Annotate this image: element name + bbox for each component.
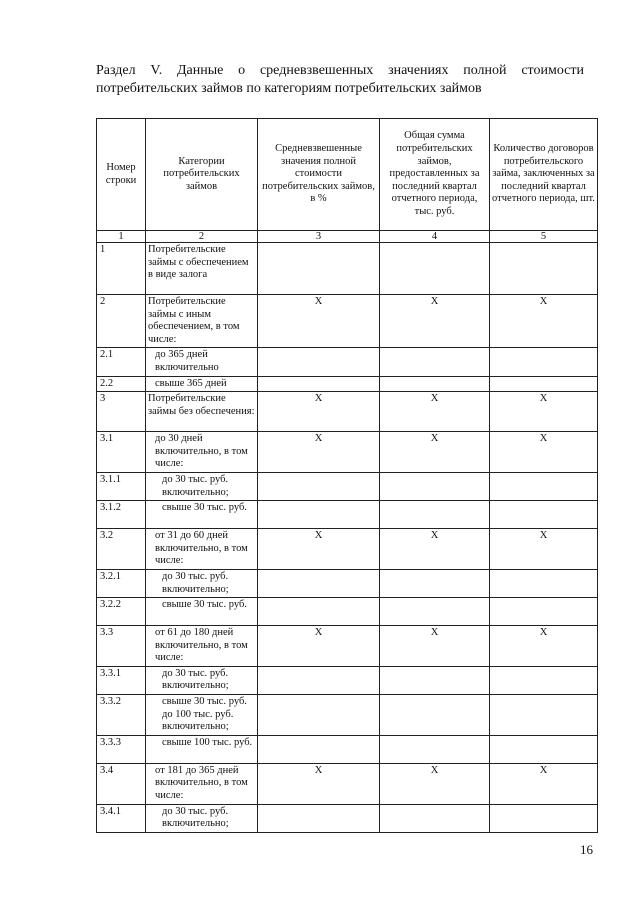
table-header-row xyxy=(97,119,598,231)
table-row xyxy=(97,569,598,597)
column-number: 5 xyxy=(490,231,598,243)
cell-value xyxy=(258,695,380,736)
row-label: свыше 100 тыс. руб. xyxy=(146,735,258,763)
row-number: 3.1.2 xyxy=(97,501,146,529)
cell-value: X xyxy=(490,626,598,667)
cell-value xyxy=(258,501,380,529)
column-number: 4 xyxy=(380,231,490,243)
cell-value xyxy=(490,735,598,763)
row-number: 3.1 xyxy=(97,432,146,473)
column-number: 1 xyxy=(97,231,146,243)
cell-value: X xyxy=(380,432,490,473)
cell-value: X xyxy=(380,392,490,432)
cell-value xyxy=(490,569,598,597)
cell-value: X xyxy=(258,295,380,348)
cell-value: X xyxy=(490,295,598,348)
row-label: Потребительские займы с обеспечением в виде залога xyxy=(146,243,258,295)
row-number: 3.2.2 xyxy=(97,598,146,626)
cell-value xyxy=(490,501,598,529)
row-number: 3.2 xyxy=(97,529,146,570)
row-label: Потребительские займы с иным обеспечением, в том числе: xyxy=(146,295,258,348)
cell-value: X xyxy=(380,763,490,804)
cell-value xyxy=(258,472,380,500)
row-number: 2.2 xyxy=(97,376,146,392)
cell-value xyxy=(380,735,490,763)
table-row xyxy=(97,295,598,348)
cell-value xyxy=(380,376,490,392)
cell-value: X xyxy=(490,529,598,570)
cell-value: X xyxy=(258,529,380,570)
cell-value: X xyxy=(490,392,598,432)
row-label: до 30 дней включительно, в том числе: xyxy=(146,432,258,473)
row-number: 3.1.1 xyxy=(97,472,146,500)
cell-value xyxy=(258,804,380,832)
cell-value xyxy=(490,666,598,694)
cell-value xyxy=(380,598,490,626)
row-number: 3.3.3 xyxy=(97,735,146,763)
table-row xyxy=(97,432,598,473)
table-row xyxy=(97,626,598,667)
table-row xyxy=(97,763,598,804)
cell-value: X xyxy=(490,763,598,804)
row-number: 3 xyxy=(97,392,146,432)
cell-value xyxy=(490,695,598,736)
cell-value xyxy=(258,348,380,376)
row-label: Потребительские займы без обеспечения: xyxy=(146,392,258,432)
cell-value xyxy=(380,804,490,832)
table-row xyxy=(97,472,598,500)
row-label: до 30 тыс. руб. включительно; xyxy=(146,569,258,597)
row-label: свыше 365 дней xyxy=(146,376,258,392)
table-row xyxy=(97,735,598,763)
cell-value xyxy=(490,598,598,626)
cell-value xyxy=(380,472,490,500)
cell-value: X xyxy=(380,626,490,667)
page-number: 16 xyxy=(580,842,593,857)
cell-value xyxy=(258,243,380,295)
cell-value: X xyxy=(380,529,490,570)
column-header: Категории потребительских займов xyxy=(146,119,258,231)
row-number: 2 xyxy=(97,295,146,348)
cell-value: X xyxy=(258,432,380,473)
cell-value xyxy=(258,666,380,694)
row-number: 3.4.1 xyxy=(97,804,146,832)
cell-value: X xyxy=(258,626,380,667)
row-number: 2.1 xyxy=(97,348,146,376)
cell-value xyxy=(380,243,490,295)
column-number: 3 xyxy=(258,231,380,243)
table-row xyxy=(97,501,598,529)
row-number: 3.3 xyxy=(97,626,146,667)
row-label: свыше 30 тыс. руб. xyxy=(146,598,258,626)
row-label: до 30 тыс. руб. включительно; xyxy=(146,666,258,694)
cell-value xyxy=(258,569,380,597)
table-row xyxy=(97,666,598,694)
cell-value xyxy=(490,472,598,500)
cell-value xyxy=(380,695,490,736)
table-row xyxy=(97,598,598,626)
row-label: от 61 до 180 дней включительно, в том числе: xyxy=(146,626,258,667)
row-label: от 31 до 60 дней включительно, в том числе: xyxy=(146,529,258,570)
row-label: свыше 30 тыс. руб. до 100 тыс. руб. включительно; xyxy=(146,695,258,736)
column-header: Средневзвешенные значения полной стоимости потребительских займов, в % xyxy=(258,119,380,231)
cell-value xyxy=(490,804,598,832)
row-number: 3.2.1 xyxy=(97,569,146,597)
cell-value: X xyxy=(380,295,490,348)
section-heading: Раздел V. Данные о средневзвешенных значениях полной стоимости потребительских займов по категориям потребительских займов xyxy=(96,63,584,96)
cell-value xyxy=(258,598,380,626)
cell-value xyxy=(490,243,598,295)
row-label: до 30 тыс. руб. включительно; xyxy=(146,472,258,500)
loans-table xyxy=(96,118,598,833)
cell-value xyxy=(258,735,380,763)
cell-value xyxy=(380,501,490,529)
table-row xyxy=(97,804,598,832)
row-label: до 30 тыс. руб. включительно; xyxy=(146,804,258,832)
cell-value: X xyxy=(490,432,598,473)
cell-value xyxy=(490,376,598,392)
row-number: 3.3.1 xyxy=(97,666,146,694)
cell-value xyxy=(380,569,490,597)
row-label: от 181 до 365 дней включительно, в том числе: xyxy=(146,763,258,804)
cell-value: X xyxy=(258,763,380,804)
table-row xyxy=(97,376,598,392)
table-row xyxy=(97,243,598,295)
table-row xyxy=(97,392,598,432)
row-number: 1 xyxy=(97,243,146,295)
table-row xyxy=(97,348,598,376)
row-label: свыше 30 тыс. руб. xyxy=(146,501,258,529)
row-number: 3.4 xyxy=(97,763,146,804)
column-header: Номер строки xyxy=(97,119,146,231)
cell-value xyxy=(490,348,598,376)
cell-value xyxy=(258,376,380,392)
column-header: Количество договоров потребительского займа, заключенных за последний квартал отчетного периода, шт. xyxy=(490,119,598,231)
column-header: Общая сумма потребительских займов, предоставленных за последний квартал отчетного периода, тыс. руб. xyxy=(380,119,490,231)
column-number: 2 xyxy=(146,231,258,243)
table-row xyxy=(97,529,598,570)
row-number: 3.3.2 xyxy=(97,695,146,736)
cell-value xyxy=(380,348,490,376)
cell-value: X xyxy=(258,392,380,432)
table-row xyxy=(97,695,598,736)
cell-value xyxy=(380,666,490,694)
column-number-row xyxy=(97,231,598,243)
row-label: до 365 дней включительно xyxy=(146,348,258,376)
